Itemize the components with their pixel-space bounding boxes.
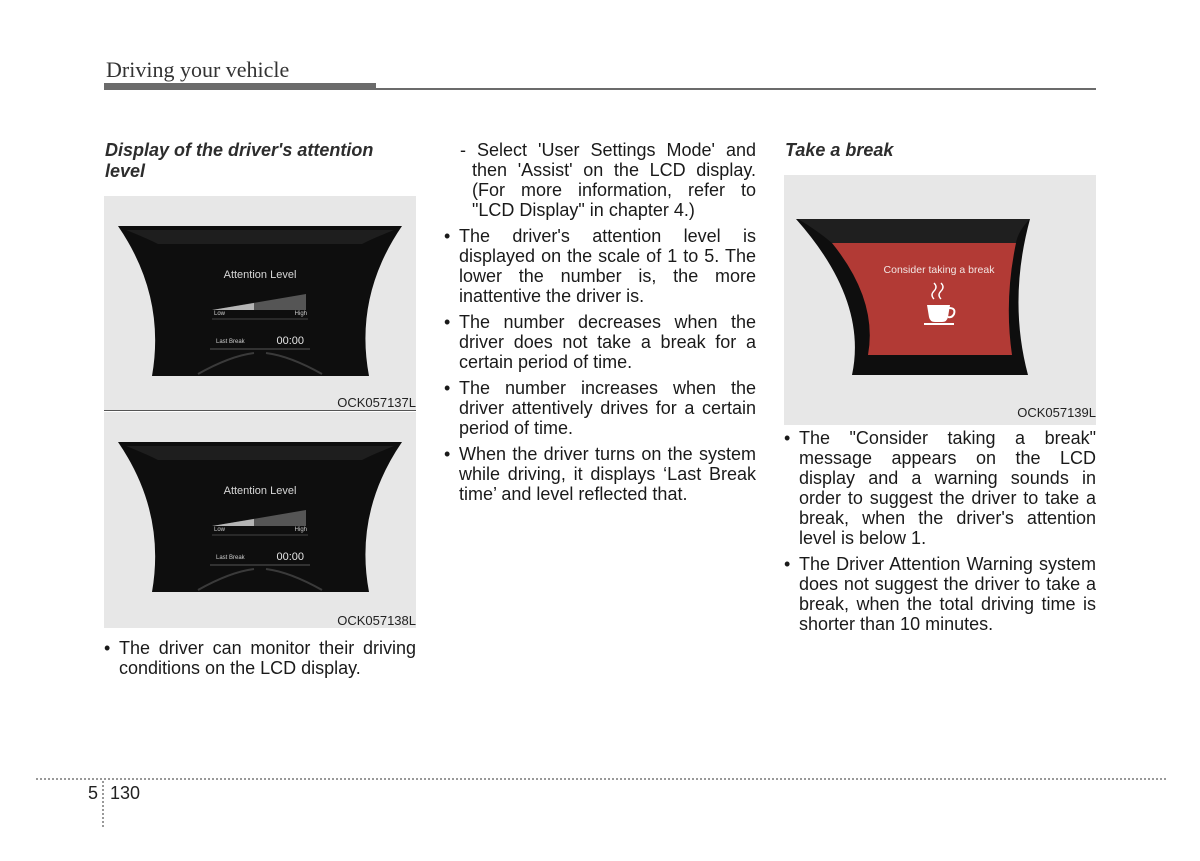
break-message: Consider taking a break xyxy=(883,264,995,276)
chapter-number: 5 xyxy=(88,783,99,803)
take-a-break-figure xyxy=(784,175,1096,425)
footer-divider xyxy=(102,781,104,827)
lcd-attention-display-2 xyxy=(104,412,416,628)
figure-caption-3: OCK057139L xyxy=(1017,405,1096,420)
attention-level-title: Attention Level xyxy=(223,485,297,497)
lcd-break-display xyxy=(784,175,1096,425)
take-a-break-heading: Take a break xyxy=(785,140,894,160)
attention-level-figure-1 xyxy=(104,196,416,410)
footer-rule xyxy=(36,778,1166,780)
last-break-label: Last Break xyxy=(216,555,245,561)
list-item: • The Driver Attention Warning system does not suggest the driver to take a break, when the total driving time is shorter than 10 minutes. xyxy=(784,554,1096,634)
high-label: High xyxy=(294,527,307,533)
attention-level-figure-2 xyxy=(104,412,416,628)
list-item: • The number decreases when the driver does not take a break for a certain period of time. xyxy=(444,312,756,372)
list-item: • The driver can monitor their driving conditions on the LCD display. xyxy=(104,638,416,678)
list-item: • The driver's attention level is displayed on the scale of 1 to 5. The lower the number is, the more inattentive the driver is. xyxy=(444,226,756,306)
list-item: • The "Consider taking a break" message appears on the LCD display and a warning sounds in order to suggest the driver to take a break, when the driver's attention level is below 1. xyxy=(784,428,1096,548)
page-number: 130 xyxy=(110,783,141,803)
last-break-time: 00:00 xyxy=(276,335,304,347)
low-label: Low xyxy=(214,311,226,317)
attention-level-title: Attention Level xyxy=(223,269,297,281)
col3-bullet-list xyxy=(784,428,1096,640)
list-item: • The number increases when the driver attentively drives for a certain period of time. xyxy=(444,378,756,438)
last-break-time: 00:00 xyxy=(276,551,304,563)
high-label: High xyxy=(294,311,307,317)
low-label: Low xyxy=(214,527,226,533)
lcd-attention-display-1 xyxy=(104,196,416,410)
figure-caption-2: OCK057138L xyxy=(337,613,416,628)
section-title: Driving your vehicle xyxy=(106,57,290,82)
last-break-label: Last Break xyxy=(216,339,245,345)
header-rule xyxy=(104,88,1096,90)
settings-instruction: - Select 'User Settings Mode' and then 'Assist' on the LCD display. (For more information, refer to "LCD Display" in chapter 4.) xyxy=(460,140,756,220)
figure-caption-1: OCK057137L xyxy=(337,395,416,410)
list-item: • When the driver turns on the system while driving, it displays ‘Last Break time’ and level reflected that. xyxy=(444,444,756,504)
col1-bullet-list xyxy=(104,638,416,684)
figure-divider xyxy=(104,410,416,411)
col2-bullet-list xyxy=(444,226,756,510)
attention-level-heading: Display of the driver's attention level xyxy=(105,140,374,181)
